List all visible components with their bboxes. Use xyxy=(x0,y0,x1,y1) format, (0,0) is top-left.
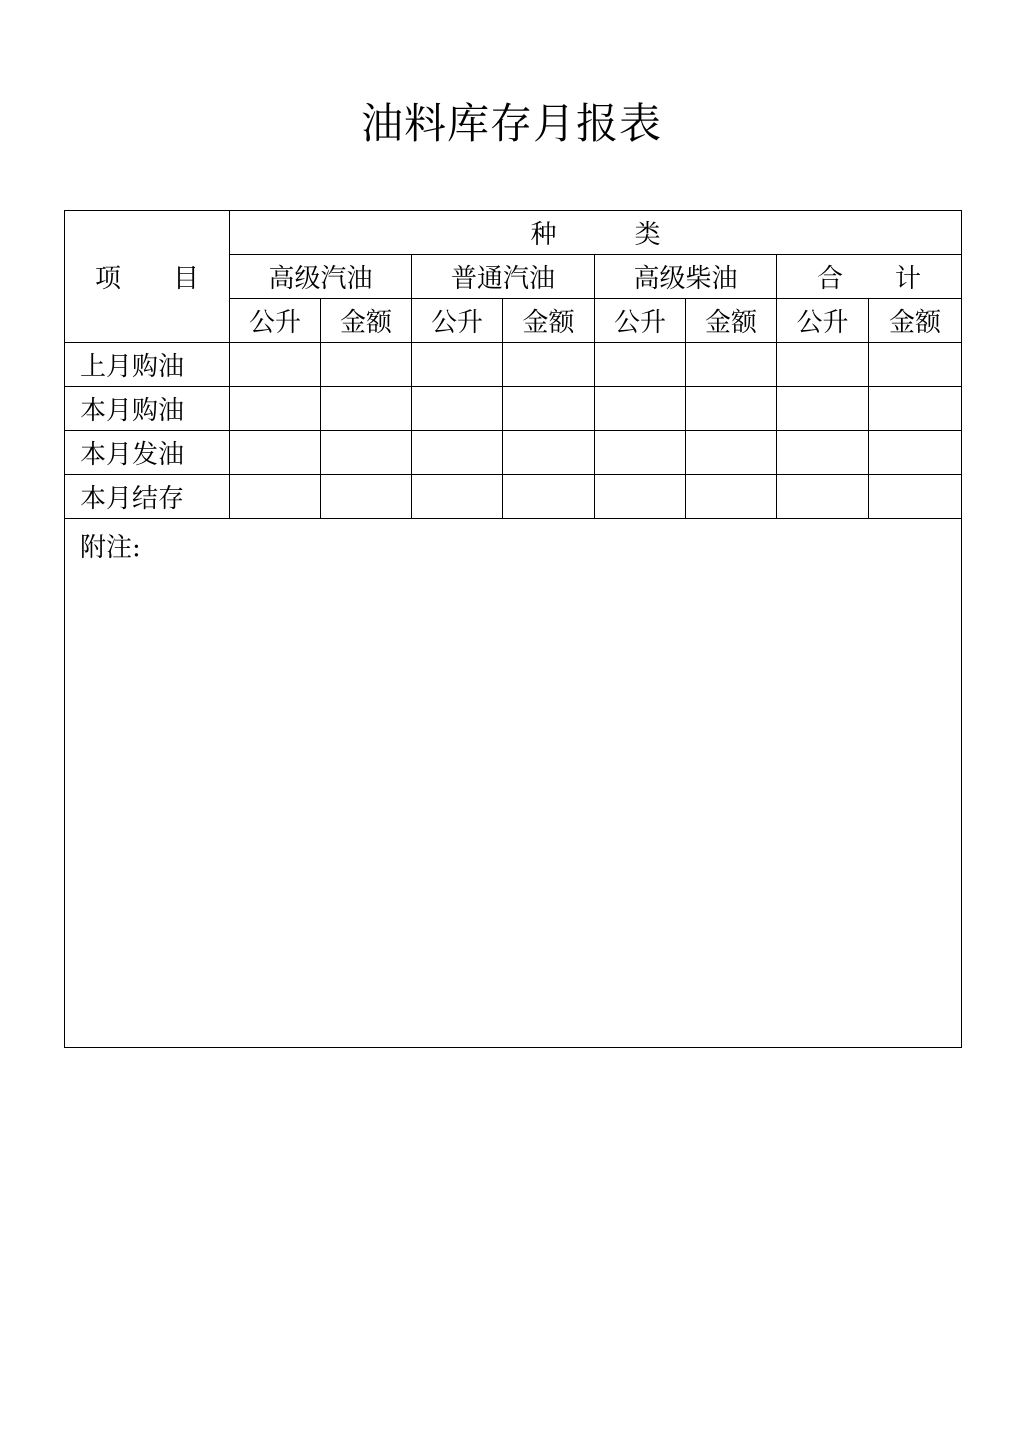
table-cell[interactable] xyxy=(595,431,686,475)
fuel-type-total: 合 计 xyxy=(777,255,962,299)
table-cell[interactable] xyxy=(595,475,686,519)
sub-header-liters: 公升 xyxy=(230,299,321,343)
table-cell[interactable] xyxy=(686,387,777,431)
table-row xyxy=(65,475,962,519)
sub-header-amount: 金额 xyxy=(321,299,412,343)
table-cell[interactable] xyxy=(412,343,503,387)
page-title: 油料库存月报表 xyxy=(360,99,662,148)
table-cell[interactable] xyxy=(412,475,503,519)
header-row-category xyxy=(65,211,962,255)
table-cell[interactable] xyxy=(503,475,595,519)
table-cell[interactable] xyxy=(230,387,321,431)
table-row xyxy=(65,431,962,475)
table-cell[interactable] xyxy=(686,475,777,519)
table-cell[interactable] xyxy=(230,431,321,475)
item-header: 项 目 xyxy=(65,211,230,343)
sub-header-amount: 金额 xyxy=(869,299,962,343)
table-row xyxy=(65,343,962,387)
table-cell[interactable] xyxy=(869,431,962,475)
table-cell[interactable] xyxy=(595,387,686,431)
table-cell[interactable] xyxy=(503,431,595,475)
table-cell[interactable] xyxy=(230,475,321,519)
fuel-inventory-table xyxy=(64,210,962,1048)
table-cell[interactable] xyxy=(869,387,962,431)
table-cell[interactable] xyxy=(686,431,777,475)
table-cell[interactable] xyxy=(503,387,595,431)
sub-header-liters: 公升 xyxy=(412,299,503,343)
category-header: 种 类 xyxy=(230,211,962,255)
table-cell[interactable] xyxy=(321,387,412,431)
fuel-type-premium-gasoline: 高级汽油 xyxy=(230,255,412,299)
sub-header-amount: 金额 xyxy=(686,299,777,343)
row-label: 上月购油 xyxy=(65,343,230,387)
row-label: 本月发油 xyxy=(65,431,230,475)
fuel-type-premium-diesel: 高级柴油 xyxy=(595,255,777,299)
table-row xyxy=(65,387,962,431)
table-cell[interactable] xyxy=(321,431,412,475)
table-cell[interactable] xyxy=(777,343,869,387)
notes-row xyxy=(65,519,962,1048)
table-cell[interactable] xyxy=(777,475,869,519)
table-cell[interactable] xyxy=(595,343,686,387)
sub-header-liters: 公升 xyxy=(595,299,686,343)
sub-header-amount: 金额 xyxy=(503,299,595,343)
notes-label: 附注: xyxy=(80,533,141,563)
row-label: 本月结存 xyxy=(65,475,230,519)
table-cell[interactable] xyxy=(777,431,869,475)
sub-header-liters: 公升 xyxy=(777,299,869,343)
table-cell[interactable] xyxy=(230,343,321,387)
table-cell[interactable] xyxy=(412,387,503,431)
table-cell[interactable] xyxy=(321,475,412,519)
table-cell[interactable] xyxy=(777,387,869,431)
row-label: 本月购油 xyxy=(65,387,230,431)
table-cell[interactable] xyxy=(869,475,962,519)
notes-section[interactable] xyxy=(65,519,962,1048)
table-cell[interactable] xyxy=(686,343,777,387)
table-cell[interactable] xyxy=(503,343,595,387)
table-cell[interactable] xyxy=(321,343,412,387)
table-cell[interactable] xyxy=(412,431,503,475)
table-cell[interactable] xyxy=(869,343,962,387)
fuel-type-regular-gasoline: 普通汽油 xyxy=(412,255,595,299)
